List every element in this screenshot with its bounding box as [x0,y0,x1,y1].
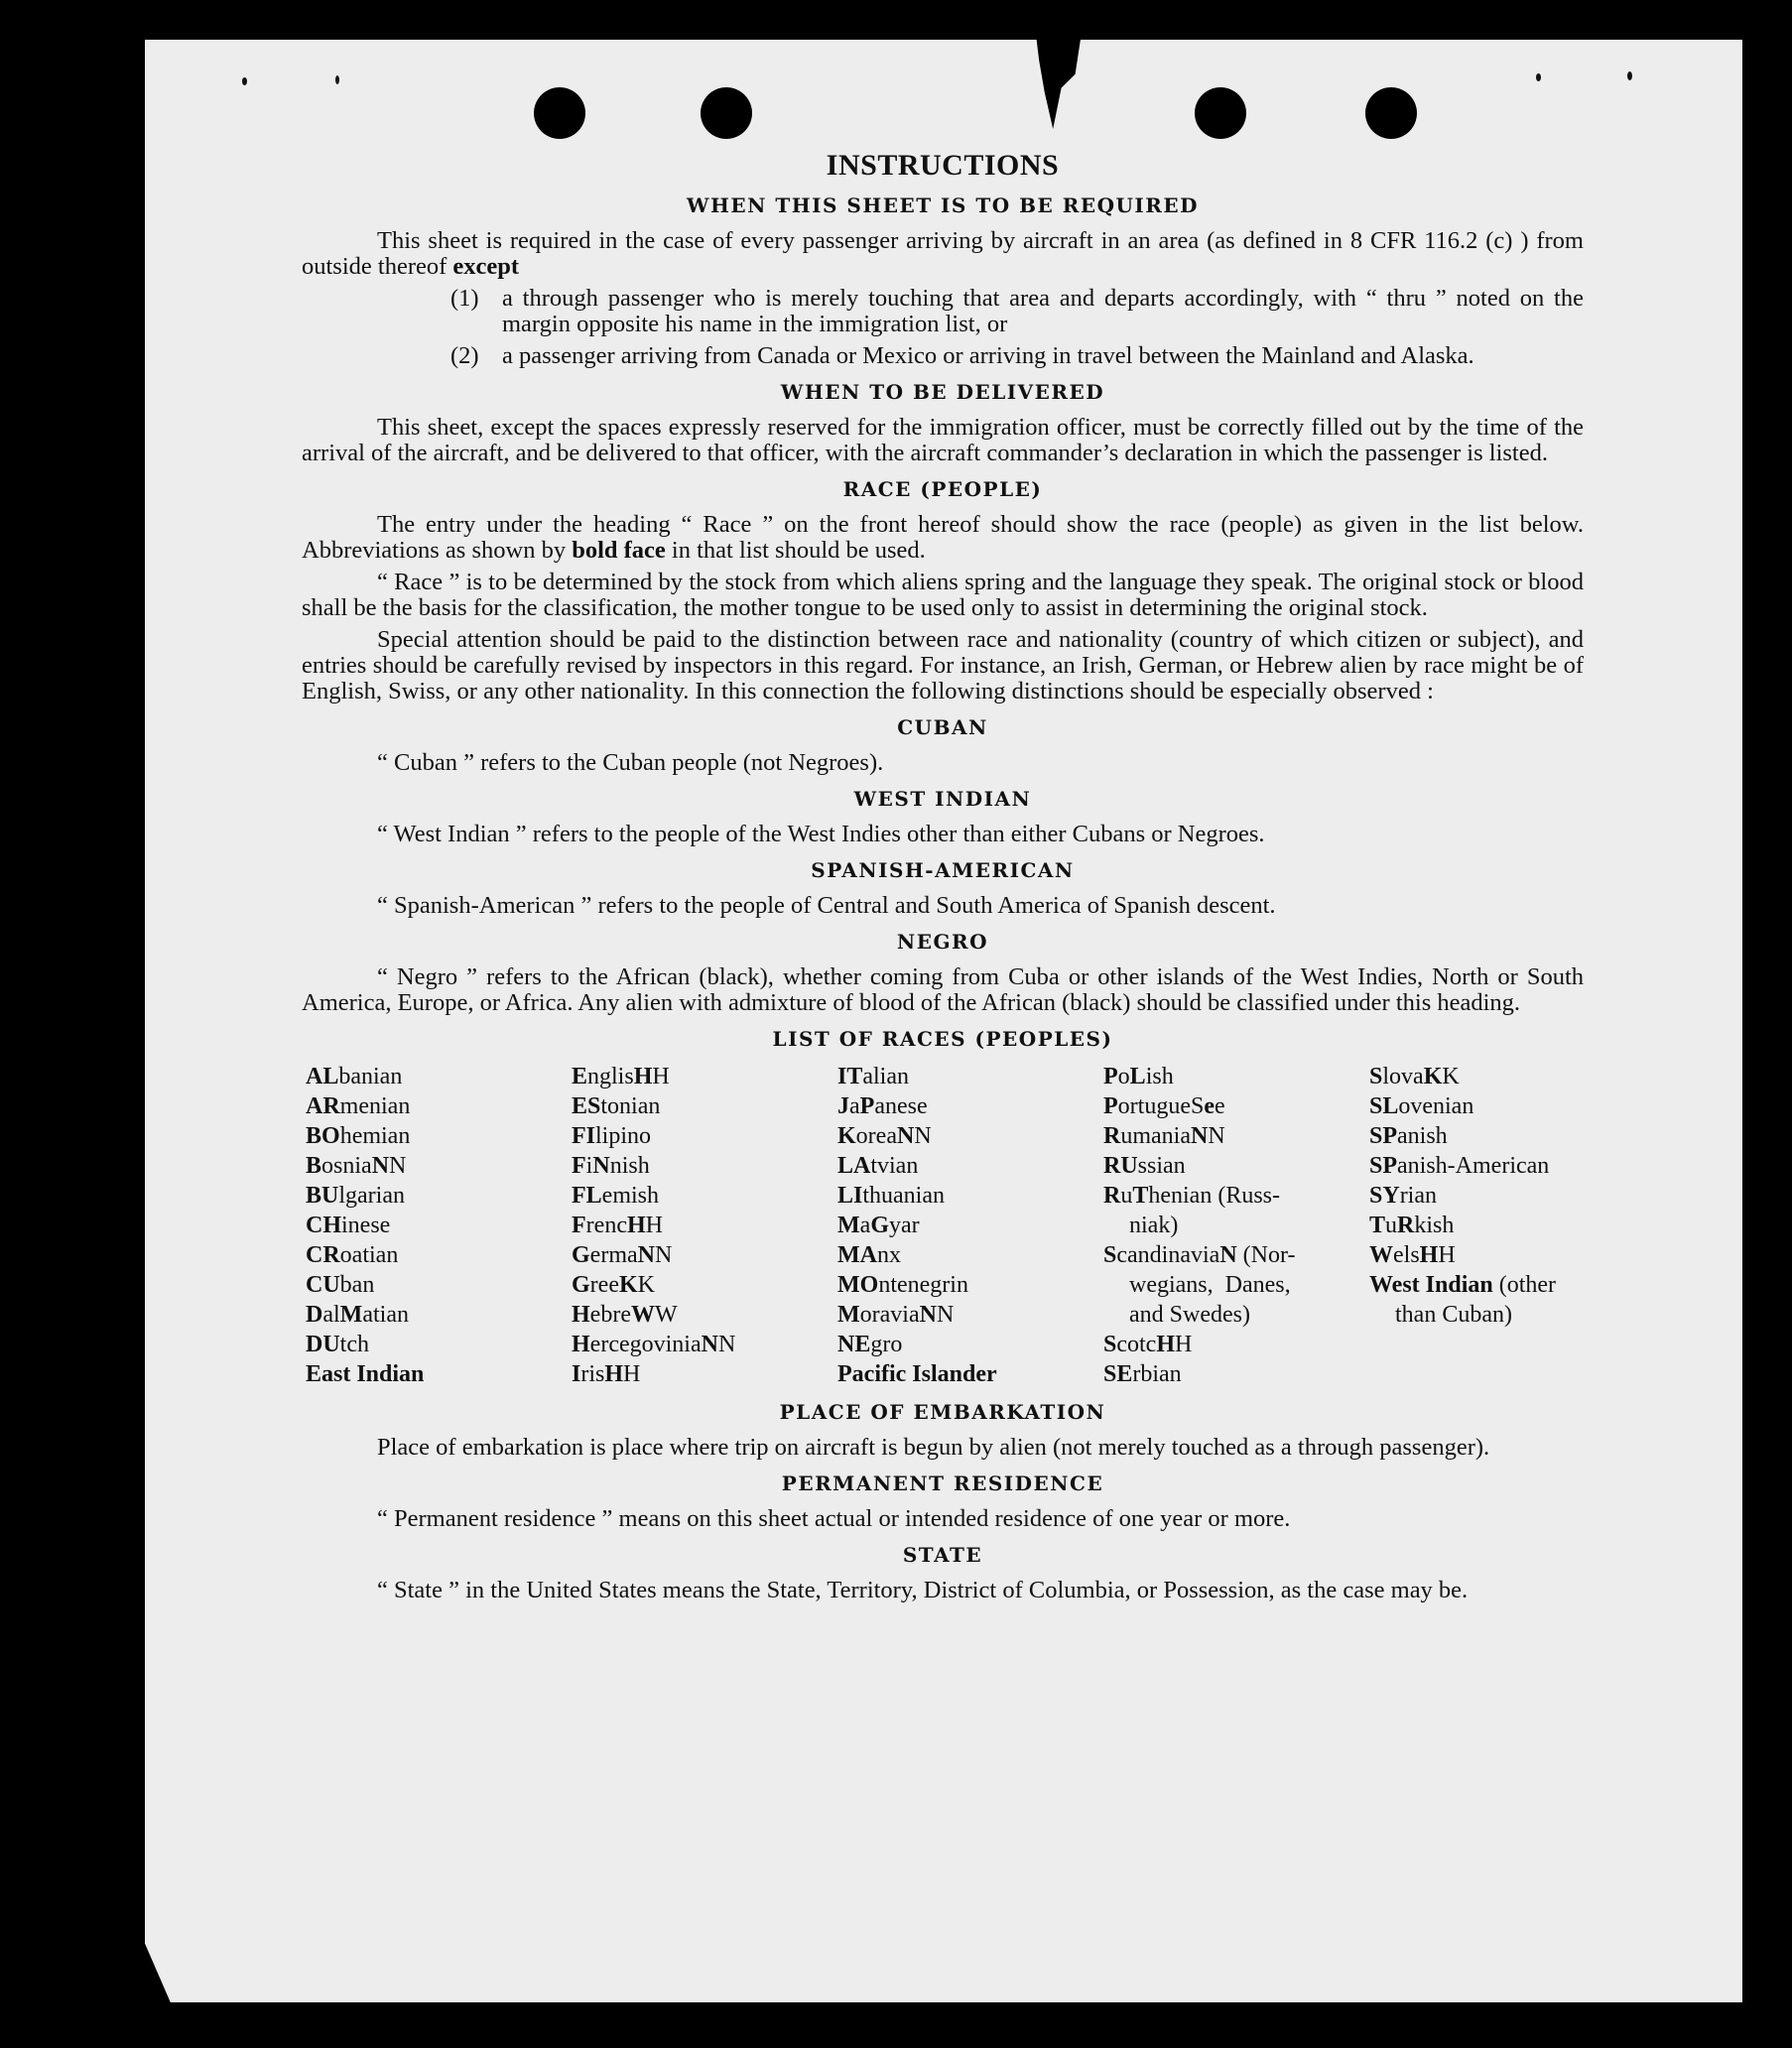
race-name: HercegoviniaNN [572,1332,736,1357]
punch-hole [1365,87,1417,139]
race-name: ScotcHH [1103,1332,1193,1357]
race-entry [572,1181,837,1211]
race-entry [572,1330,837,1359]
race-entry [1369,1181,1588,1211]
race-name: West Indian (other [1369,1272,1557,1298]
race-p1-text: The entry under the heading “ Race ” on the front hereof should show the race (people) as given in the list below. Abbreviations as shown by [302,511,1584,564]
race-entry [306,1270,572,1300]
race-entry [306,1151,572,1181]
race-entry [572,1062,837,1091]
race-entry [572,1151,837,1181]
race-entry [1103,1240,1369,1330]
race-paragraph-1 [302,512,1584,564]
race-entry [306,1330,572,1359]
race-entry [572,1300,837,1330]
race-name: SPanish-American [1369,1153,1550,1179]
race-name: JaPanese [837,1093,928,1119]
race-entry [837,1359,1103,1389]
race-entry [837,1091,1103,1121]
race-entry [306,1240,572,1270]
race-name: CUban [306,1272,375,1298]
race-name: HebreWW [572,1302,678,1328]
race-paragraph-2: “ Race ” is to be determined by the stock from which aliens spring and the language they speak. The original stock or blood shall be the basis for the classification, the mother tongue to be used only to assist in determining the original stock. [302,569,1584,621]
race-entry [1369,1211,1588,1240]
race-name-continued: niak) [1129,1213,1179,1238]
heading-when-required: WHEN THIS SHEET IS TO BE REQUIRED [687,193,1199,217]
race-name: RuThenian (Russ- [1103,1183,1281,1209]
heading-embarkation: PLACE OF EMBARKATION [779,1400,1106,1424]
when-delivered-text: This sheet, except the spaces expressly reserved for the immigration officer, must be correctly filled out by the time of the arrival of the aircraft, and be delivered to that officer, with the aircraft commander’s declaration in which the passenger is listed. [302,414,1584,466]
race-name: DalMatian [306,1302,409,1328]
race-name: SLovenian [1369,1093,1474,1119]
race-name: FrencHH [572,1213,663,1238]
race-name: SYrian [1369,1183,1437,1209]
heading-spanish-american: SPANISH-AMERICAN [811,858,1075,882]
race-name: GreeKK [572,1272,655,1298]
race-entry [837,1270,1103,1300]
cuban-text: “ Cuban ” refers to the Cuban people (not Negroes). [377,749,884,776]
race-name: FLemish [572,1183,659,1209]
race-entry [572,1359,837,1389]
race-name: DUtch [306,1332,369,1357]
race-entry [837,1330,1103,1359]
race-name: MaGyar [837,1213,920,1238]
race-name: RUssian [1103,1153,1186,1179]
race-p1-end: in that list should be used. [665,537,926,564]
punch-hole [701,87,752,139]
race-name: ALbanian [306,1064,403,1089]
race-entry [1103,1091,1369,1121]
race-list [306,1062,1584,1389]
race-p1-bold: bold face [572,537,666,564]
intro-text: This sheet is required in the case of every passenger arriving by aircraft in an area (as defined in 8 CFR 116.2 (c) ) from outside thereof [302,227,1584,280]
race-name-continued: wegians, Danes, [1129,1272,1291,1298]
race-name: BOhemian [306,1123,411,1149]
race-entry [837,1211,1103,1240]
race-name: MOntenegrin [837,1272,968,1298]
spanish-american-text: “ Spanish-American ” refers to the people of Central and South America of Spanish descent. [377,892,1276,919]
page-title: INSTRUCTIONS [826,149,1060,182]
race-entry [572,1121,837,1151]
exception-item [450,343,1584,369]
race-column [572,1062,837,1389]
race-column [837,1062,1103,1389]
race-name: Pacific Islander [837,1361,997,1387]
race-entry [306,1359,572,1389]
race-entry [572,1211,837,1240]
race-name: SPanish [1369,1123,1448,1149]
race-column [1369,1062,1588,1389]
race-entry [1369,1240,1588,1270]
race-entry [837,1151,1103,1181]
race-name-continued: and Swedes) [1129,1302,1250,1328]
race-entry [306,1300,572,1330]
heading-negro: NEGRO [896,930,989,954]
race-name-continued: than Cuban) [1395,1302,1512,1328]
race-name: EStonian [572,1093,661,1119]
west-indian-text: “ West Indian ” refers to the people of the West Indies other than either Cubans or Negroes. [377,821,1265,847]
race-entry [306,1181,572,1211]
item-text: a through passenger who is merely touching that area and departs accordingly, with “ thru ” noted on the margin opposite his name in the immigration list, or [502,285,1584,337]
race-entry [1103,1359,1369,1389]
race-name: EnglisHH [572,1064,670,1089]
speck [1627,71,1632,80]
race-name: MoraviaNN [837,1302,955,1328]
race-name: East Indian [306,1361,425,1387]
race-entry [306,1121,572,1151]
race-name: KoreaNN [837,1123,932,1149]
race-entry [306,1211,572,1240]
residence-text: “ Permanent residence ” means on this sheet actual or intended residence of one year or more. [377,1505,1291,1532]
race-entry [1369,1062,1588,1091]
race-name: FiNnish [572,1153,650,1179]
race-name: LAtvian [837,1153,919,1179]
race-name: ITalian [837,1064,909,1089]
race-entry [572,1270,837,1300]
race-entry [1369,1091,1588,1121]
heading-state: STATE [902,1543,983,1567]
heading-west-indian: WEST INDIAN [853,787,1032,811]
state-text: “ State ” in the United States means the State, Territory, District of Columbia, or Possession, as the case may be. [377,1577,1469,1603]
item-number: (2) [450,342,479,369]
race-entry [1103,1151,1369,1181]
race-name: GermaNN [572,1242,673,1268]
heading-when-delivered: WHEN TO BE DELIVERED [780,380,1105,404]
race-entry [837,1062,1103,1091]
race-entry [572,1091,837,1121]
race-name: MAnx [837,1242,901,1268]
item-number: (1) [450,285,479,312]
heading-cuban: CUBAN [897,715,988,739]
heading-permanent-residence: PERMANENT RESIDENCE [781,1472,1104,1495]
race-column [306,1062,572,1389]
heading-list-of-races: LIST OF RACES (PEOPLES) [772,1027,1113,1051]
race-name: SlovaKK [1369,1064,1460,1089]
heading-race: RACE (PEOPLE) [842,477,1043,501]
race-entry [1369,1151,1588,1181]
race-entry [1103,1121,1369,1151]
race-entry [837,1181,1103,1211]
race-entry [837,1121,1103,1151]
race-name: LIthuanian [837,1183,945,1209]
race-entry [1103,1062,1369,1091]
race-name: CRoatian [306,1242,399,1268]
race-entry [306,1091,572,1121]
race-name: TuRkish [1369,1213,1455,1238]
race-entry [572,1240,837,1270]
race-name: WelsHH [1369,1242,1456,1268]
race-name: NEgro [837,1332,903,1357]
race-entry [1103,1181,1369,1240]
instructions-content [302,149,1584,1609]
race-name: IrisHH [572,1361,641,1387]
speck [335,75,339,84]
race-entry [1103,1330,1369,1359]
race-name: PoLish [1103,1064,1174,1089]
embarkation-text: Place of embarkation is place where trip on aircraft is begun by alien (not merely touched as a through passenger). [377,1434,1490,1461]
negro-text: “ Negro ” refers to the African (black), whether coming from Cuba or other islands of the West Indies, North or South America, Europe, or Africa. Any alien with admixture of blood of the African (black) should be classified under this heading. [302,963,1584,1016]
race-name: BosniaNN [306,1153,407,1179]
race-name: ARmenian [306,1093,411,1119]
race-entry [1369,1121,1588,1151]
exception-item [450,286,1584,337]
speck [1536,73,1541,81]
race-name: ScandinaviaN (Nor- [1103,1242,1296,1268]
race-column [1103,1062,1369,1389]
race-name: CHinese [306,1213,391,1238]
speck [242,77,247,85]
race-name: SErbian [1103,1361,1182,1387]
race-paragraph-3: Special attention should be paid to the distinction between race and nationality (country of which citizen or subject), and entries should be carefully revised by inspectors in this regard. For instance, an Irish, German, or Hebrew alien by race might be of English, Swiss, or any other nationality. In this connection the following distinctions should be especially observed : [302,626,1584,704]
race-entry [306,1062,572,1091]
when-required-intro [302,228,1584,280]
intro-except: except [452,253,520,280]
race-entry [1369,1270,1588,1330]
race-name: FIlipino [572,1123,652,1149]
item-text: a passenger arriving from Canada or Mexico or arriving in travel between the Mainland and Alaska. [502,342,1474,369]
race-name: RumaniaNN [1103,1123,1225,1149]
punch-hole [1195,87,1246,139]
race-name: BUlgarian [306,1183,405,1209]
punch-hole [534,87,585,139]
race-entry [837,1300,1103,1330]
race-entry [837,1240,1103,1270]
race-name: PortugueSee [1103,1093,1225,1119]
